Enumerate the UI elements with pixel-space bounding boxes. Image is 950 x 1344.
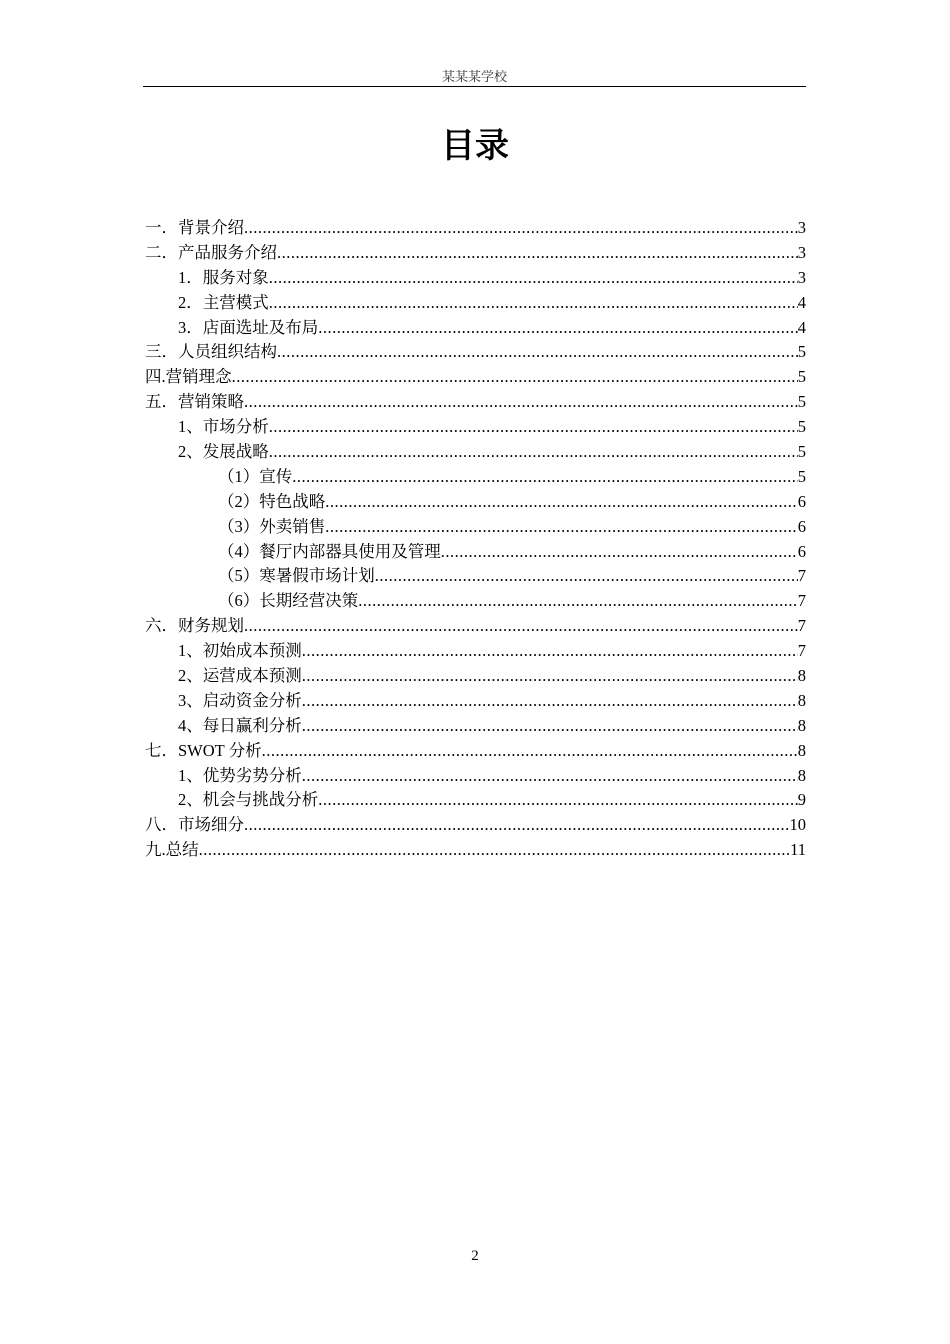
toc-entry-page: 5	[797, 466, 806, 486]
toc-entry-label: 三．人员组织结构	[145, 342, 277, 362]
toc-leader-dots	[244, 614, 798, 639]
toc-leader-dots	[244, 390, 798, 415]
toc-leader-dots	[269, 291, 798, 316]
toc-entry-label: 二．产品服务介绍	[145, 242, 277, 262]
toc-entry-label: 五．营销策略	[145, 392, 244, 412]
toc-entry-label: （4）餐厅内部器具使用及管理	[218, 541, 441, 561]
toc-entry-label: （3）外卖销售	[218, 516, 326, 536]
toc-entry-page: 3	[797, 267, 806, 287]
toc-entry-label: 1、优势劣势分析	[178, 765, 302, 785]
page-header: 某某某学校	[441, 69, 507, 84]
toc-entry[interactable]	[145, 340, 806, 365]
toc-entry-label: 八．市场细分	[145, 815, 244, 835]
toc-leader-dots	[244, 216, 798, 241]
header-rule	[143, 86, 806, 87]
toc-leader-dots	[441, 540, 798, 565]
toc-entry-label: 1、初始成本预测	[178, 641, 302, 661]
toc-entry[interactable]	[145, 490, 806, 515]
toc-entry-page: 7	[797, 591, 806, 611]
toc-entry-label: （1）宣传	[218, 466, 293, 486]
toc-leader-dots	[232, 365, 798, 390]
toc-leader-dots	[302, 764, 798, 789]
toc-entry-page: 11	[790, 840, 806, 860]
toc-entry[interactable]	[145, 365, 806, 390]
toc-entry-page: 8	[797, 765, 806, 785]
toc-entry-page: 3	[797, 218, 806, 237]
toc-entry-page: 7	[797, 566, 806, 586]
toc-leader-dots	[325, 490, 798, 515]
toc-entry-page: 3	[797, 242, 806, 262]
toc-entry-page: 5	[797, 392, 806, 412]
toc-entry[interactable]	[145, 316, 806, 341]
toc-entry-page: 6	[797, 541, 806, 561]
toc-entry-page: 6	[797, 516, 806, 536]
toc-entry[interactable]	[145, 639, 806, 664]
toc-leader-dots	[269, 266, 798, 291]
toc-entry-label: 一．背景介绍	[145, 218, 244, 237]
toc-entry-page: 5	[797, 342, 806, 362]
toc-entry-label: 2．主营模式	[178, 292, 269, 312]
toc-leader-dots	[302, 664, 798, 689]
toc-entry-label: （6）长期经营决策	[218, 591, 359, 611]
toc-leader-dots	[302, 714, 798, 739]
toc-entry-page: 7	[797, 616, 806, 636]
toc-leader-dots	[199, 838, 790, 863]
toc-entry[interactable]	[145, 564, 806, 589]
toc-entry-label: 2、运营成本预测	[178, 666, 302, 686]
toc-entry[interactable]	[145, 764, 806, 789]
toc-entry[interactable]	[145, 216, 806, 241]
toc-entry[interactable]	[145, 664, 806, 689]
toc-entry-label: 3、启动资金分析	[178, 690, 302, 710]
toc-leader-dots	[244, 813, 790, 838]
toc-entry[interactable]	[145, 515, 806, 540]
toc-entry-page: 6	[797, 491, 806, 511]
toc-entry[interactable]	[145, 241, 806, 266]
toc-entry-page: 8	[797, 666, 806, 686]
toc-leader-dots	[302, 639, 798, 664]
toc-leader-dots	[262, 739, 798, 764]
toc-entry-page: 5	[797, 442, 806, 462]
toc-leader-dots	[302, 689, 798, 714]
toc-leader-dots	[318, 788, 798, 813]
toc-leader-dots	[277, 241, 798, 266]
toc-entry[interactable]	[145, 465, 806, 490]
toc-entry-page: 7	[797, 641, 806, 661]
toc-entry-label: 九.总结	[145, 840, 199, 860]
toc-title: 目录	[441, 126, 509, 166]
table-of-contents	[145, 216, 806, 863]
toc-leader-dots	[269, 440, 798, 465]
toc-entry-page: 8	[797, 740, 806, 760]
toc-entry-page: 5	[797, 417, 806, 437]
toc-leader-dots	[375, 564, 798, 589]
toc-entry[interactable]	[145, 415, 806, 440]
toc-leader-dots	[269, 415, 798, 440]
toc-entry[interactable]	[145, 266, 806, 291]
toc-entry-page: 4	[797, 317, 806, 337]
toc-entry[interactable]	[145, 291, 806, 316]
toc-entry[interactable]	[145, 838, 806, 863]
toc-entry-label: 3．店面选址及布局	[178, 317, 319, 337]
toc-entry-page: 10	[789, 815, 806, 835]
toc-entry[interactable]	[145, 390, 806, 415]
toc-entry[interactable]	[145, 788, 806, 813]
toc-entry-label: 2、发展战略	[178, 442, 269, 462]
toc-entry-label: 1、市场分析	[178, 417, 269, 437]
toc-entry-label: 1．服务对象	[178, 267, 269, 287]
toc-entry[interactable]	[145, 813, 806, 838]
toc-entry[interactable]	[145, 689, 806, 714]
toc-leader-dots	[292, 465, 798, 490]
toc-entry-label: 四.营销理念	[145, 367, 232, 387]
toc-leader-dots	[277, 340, 798, 365]
toc-entry-label: 七．SWOT 分析	[145, 740, 262, 760]
toc-entry-label: （2）特色战略	[218, 491, 326, 511]
toc-entry-label: 2、机会与挑战分析	[178, 790, 319, 810]
toc-entry-label: （5）寒暑假市场计划	[218, 566, 375, 586]
toc-leader-dots	[358, 589, 798, 614]
toc-entry-page: 8	[797, 690, 806, 710]
toc-entry-page: 5	[797, 367, 806, 387]
toc-leader-dots	[325, 515, 798, 540]
toc-entry-page: 9	[797, 790, 806, 810]
toc-entry-label: 4、每日赢利分析	[178, 715, 302, 735]
toc-entry-page: 8	[797, 715, 806, 735]
page-number: 2	[471, 1248, 479, 1264]
toc-entry[interactable]	[145, 540, 806, 565]
toc-entry-page: 4	[797, 292, 806, 312]
toc-leader-dots	[318, 316, 798, 341]
toc-entry[interactable]	[145, 589, 806, 614]
toc-entry[interactable]	[145, 714, 806, 739]
toc-entry[interactable]	[145, 739, 806, 764]
toc-entry[interactable]	[145, 614, 806, 639]
toc-entry[interactable]	[145, 440, 806, 465]
toc-entry-label: 六．财务规划	[145, 616, 244, 636]
